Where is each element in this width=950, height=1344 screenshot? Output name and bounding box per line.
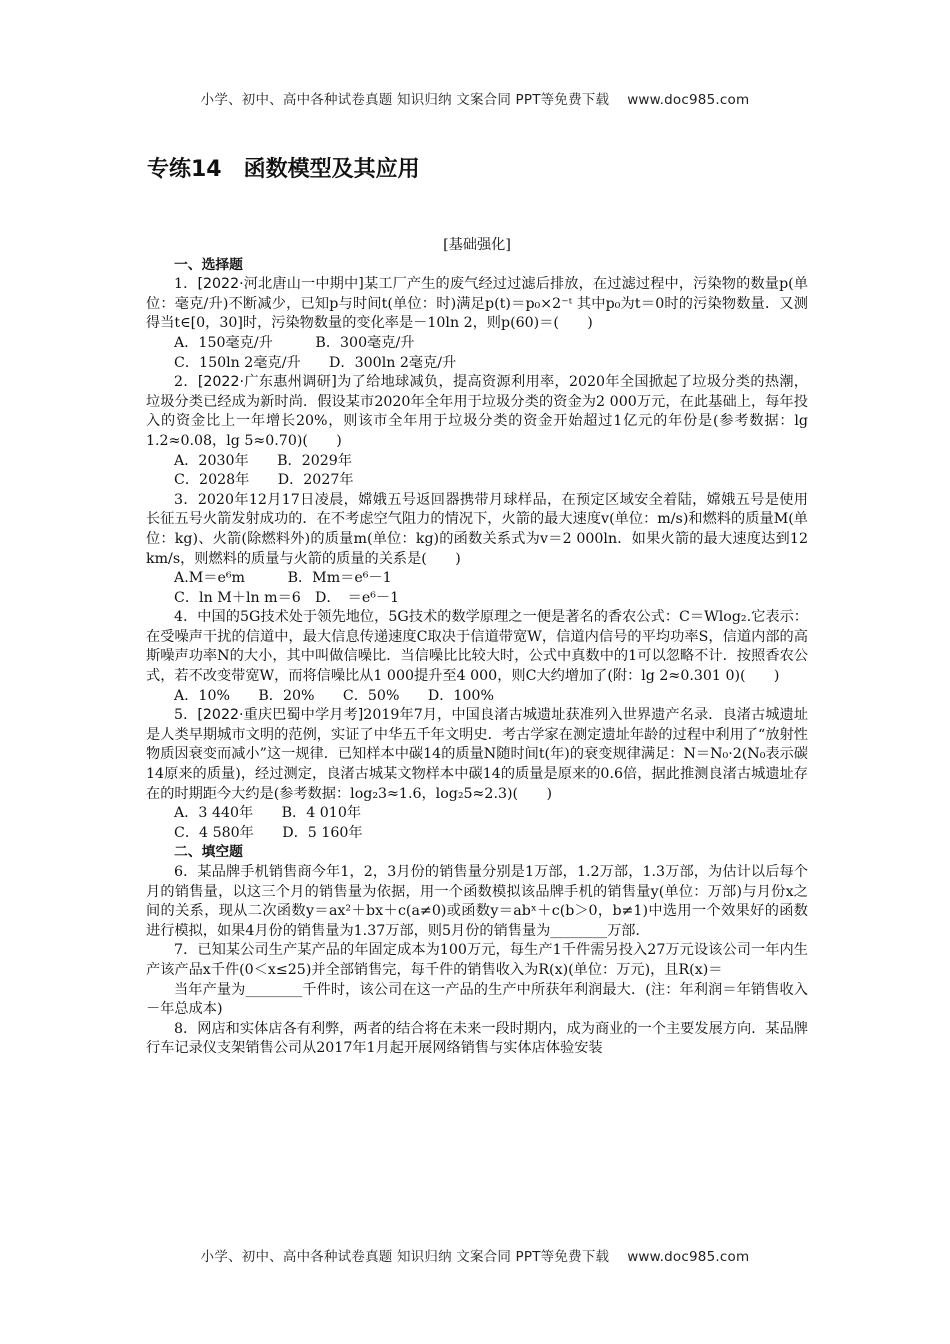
question-2-text: 为了给地球减负，提高资源利用率，2020年全国掀起了垃圾分类的热潮，垃圾分类已经成为新时尚．假设某市2020年全年用于垃圾分类的资金为2 000万元，在此基础上，每年投入的资金比上一年增长20%，则该市全年用于垃圾分类的资金开始超过1亿元的年份是(参考数据：lg 1.2≈0.08，lg 5≈0.70)( ) (146, 374, 808, 449)
question-2: 2．[2022·广东惠州调研]为了给地球减负，提高资源利用率，2020年全国掀起了垃圾分类的热潮，垃圾分类已经成为新时尚．假设某市2020年全年用于垃圾分类的资金为2 000万元，在此基础上，每年投入的资金比上一年增长20%，则该市全年用于垃圾分类的资金开始超过1亿元的年份是(参考数据：lg 1.2≈0.08，lg 5≈0.70)( ) (146, 374, 808, 449)
question-5: 5．[2022·重庆巴蜀中学月考]2019年7月，中国良渚古城遗址获准列入世界遗产名录．良渚古城遗址是人类早期城市文明的范例，实证了中华五千年文明史．考古学家在测定遗址年龄的过程中利用了“放射性物质因衰变而减小”这一规律．已知样本中碳14的质量N随时间t(年)的衰变规律满足：N＝N₀·2(N₀表示碳14原来的质量)，经过测定，良渚古城某文物样本中碳14的质量是原来的0.6倍，据此推测良渚古城遗址存在的时期距今大约是(参考数据：log₂3≈1.6，log₂5≈2.3)( ) (146, 707, 809, 802)
question-5-options-ab: A．3 440年 B．4 010年 (174, 805, 362, 822)
question-1-options-ab: A．150毫克/升 B．300毫克/升 (174, 334, 415, 351)
question-4: 4．中国的5G技术处于领先地位，5G技术的数学原理之一便是著名的香农公式：C＝Wlog₂.它表示：在受噪声干扰的信道中，最大信息传递速度C取决于信道带宽W，信道内信号的平均功率S，信道内部的高斯噪声功率N的大小，其中叫做信噪比．当信噪比比较大时，公式中真数中的1可以忽略不计．按照香农公式，若不改变带宽W，而将信噪比从1 000提升至4 000，则C大约增加了(附：lg 2≈0.301 0)( ) (146, 609, 808, 685)
page-title (147, 152, 420, 183)
question-4-options: A．10% B．20% C．50% D．100% (174, 687, 494, 704)
question-7: 7．已知某公司生产某产品的年固定成本为100万元，每生产1千件需另投入27万元设该公司一年内生产该产品x千件(0＜x≤25)并全部销售完，每千件的销售收入为R(x)(单位：万元)，且R(x)＝ (146, 942, 808, 978)
question-6: 6．某品牌手机销售商今年1，2，3月份的销售量分别是1万部，1.2万部，1.3万部，为估计以后每个月的销售量，以这三个月的销售量为依据，用一个函数模拟该品牌手机的销售量y(单位：万部)与月份x之间的关系，现从二次函数y＝ax²＋bx＋c(a≠0)或函数y＝abˣ＋c(b＞0，b≠1)中选用一个效果好的函数进行模拟，如果4月份的销售量为1.37万部，则5月份的销售量为________万部． (146, 864, 808, 939)
page-footer (0, 1245, 950, 1265)
footer-text: 小学、初中、高中各种试卷真题 知识归纳 文案合同 PPT等免费下载 (200, 1249, 610, 1265)
section-basic-heading: [基础强化] (443, 237, 511, 253)
question-5-source: [2022·重庆巴蜀中学月考] (197, 707, 364, 724)
question-7-continued: 当年产量为________千件时，该公司在这一产品的生产中所获年利润最大．(注：年利润＝年销售收入－年总成本) (146, 981, 808, 1018)
title-main: 函数模型及其应用 (243, 157, 420, 182)
footer-site-link[interactable]: www.doc985.com (627, 1249, 750, 1265)
question-2-source: [2022·广东惠州调研] (197, 374, 337, 391)
question-1-options-cd: C．150ln 2毫克/升 D．300ln 2毫克/升 (174, 354, 457, 371)
page-header (0, 88, 950, 108)
question-8: 8．网店和实体店各有利弊，两者的结合将在未来一段时期内，成为商业的一个主要发展方向．某品牌行车记录仪支架销售公司从2017年1月起开展网络销售与实体店体验安装 (146, 1020, 808, 1057)
question-1-text: 某工厂产生的废气经过过滤后排放，在过滤过程中，污染物的数量p(单位：毫克/升)不断减少，已知p与时间t(单位：时)满足p(t)＝p₀×2⁻ᵗ 其中p₀为t＝0时的污染物数量．又测得当t∈[0，30]时，污染物数量的变化率是－10ln 2，则p(60)＝( ) (146, 276, 809, 332)
question-1: 1．[2022·河北唐山一中期中]某工厂产生的废气经过过滤后排放，在过滤过程中，污染物的数量p(单位：毫克/升)不断减少，已知p与时间t(单位：时)满足p(t)＝p₀×2⁻ᵗ 其中p₀为t＝0时的污染物数量．又测得当t∈[0，30]时，污染物数量的变化率是－10ln 2，则p(60)＝( ) (146, 276, 809, 332)
question-2-options-cd: C．2028年 D．2027年 (174, 472, 354, 489)
question-3-options-ab: A.M＝e⁶m B．Mm＝e⁶－1 (174, 570, 392, 587)
question-2-options-ab: A．2030年 B．2029年 (174, 452, 353, 469)
header-site-link[interactable]: www.doc985.com (627, 92, 750, 108)
section-fill-heading: 二、填空题 (174, 844, 243, 861)
header-text: 小学、初中、高中各种试卷真题 知识归纳 文案合同 PPT等免费下载 (200, 92, 610, 108)
document-body (146, 236, 808, 1059)
question-5-options-cd: C．4 580年 D．5 160年 (174, 824, 363, 841)
section-choice-heading: 一、选择题 (174, 256, 243, 273)
question-1-source: [2022·河北唐山一中期中] (197, 276, 364, 293)
title-prefix: 专练14 (147, 157, 222, 182)
question-3: 3．2020年12月17日凌晨，嫦娥五号返回器携带月球样品，在预定区域安全着陆，嫦娥五号是使用长征五号火箭发射成功的．在不考虑空气阻力的情况下，火箭的最大速度v(单位：m/s)和燃料的质量M(单位：kg)、火箭(除燃料外)的质量m(单位：kg)的函数关系式为v＝2 000ln．如果火箭的最大速度达到12 km/s，则燃料的质量与火箭的质量的关系是( ) (146, 491, 808, 567)
question-3-options-cd: C．ln M＋ln m＝6 D． ＝e⁶－1 (174, 589, 400, 606)
question-5-text: 2019年7月，中国良渚古城遗址获准列入世界遗产名录．良渚古城遗址是人类早期城市文明的范例，实证了中华五千年文明史．考古学家在测定遗址年龄的过程中利用了“放射性物质因衰变而减小”这一规律．已知样本中碳14的质量N随时间t(年)的衰变规律满足：N＝N₀·2(N₀表示碳14原来的质量)，经过测定，良渚古城某文物样本中碳14的质量是原来的0.6倍，据此推测良渚古城遗址存在的时期距今大约是(参考数据：log₂3≈1.6，log₂5≈2.3)( ) (146, 707, 809, 802)
